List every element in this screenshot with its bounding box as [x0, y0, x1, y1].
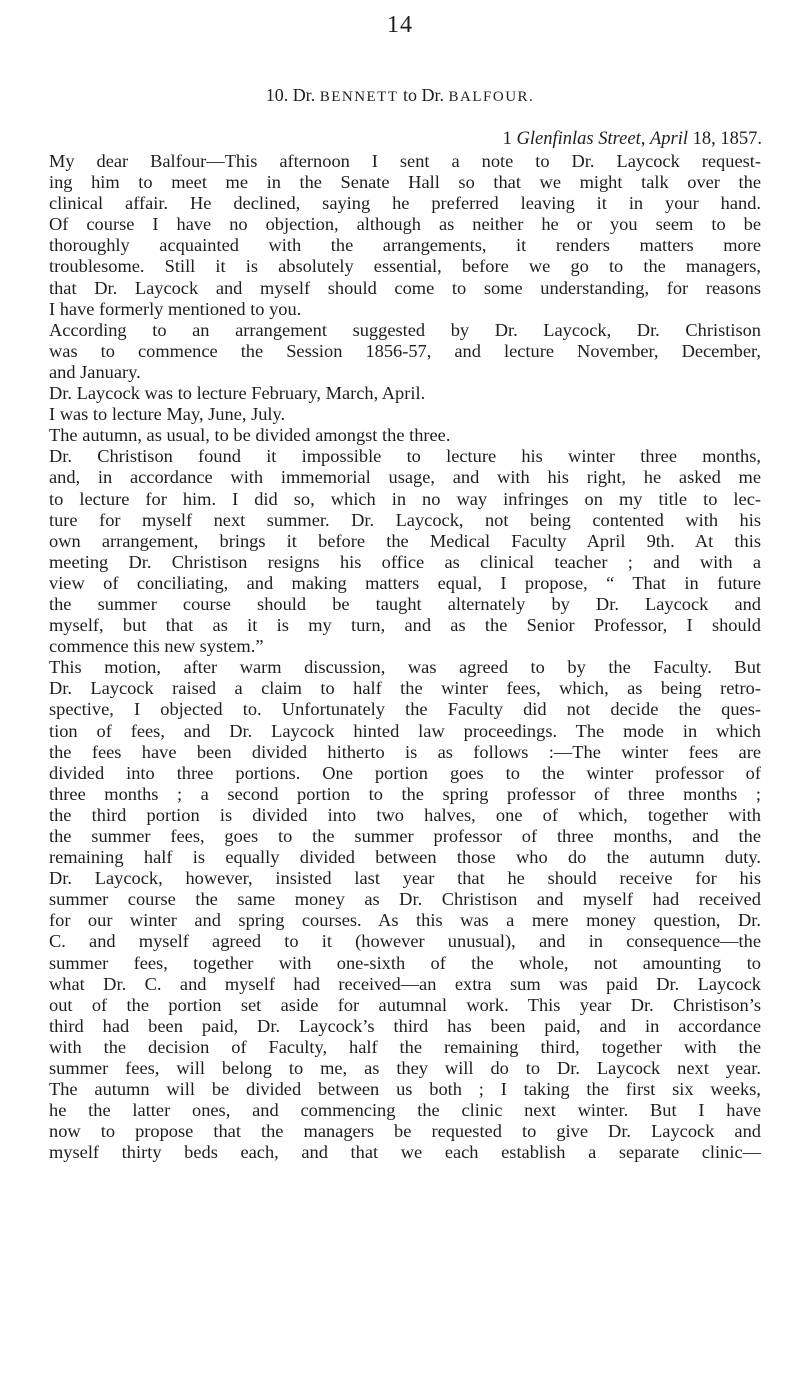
body-line: The autumn, as usual, to be divided amongst the three. — [49, 425, 451, 446]
body-line: Dr. Laycock raised a claim to half the winter fees, which, as being retro- — [49, 678, 761, 699]
letter-dateline — [0, 129, 762, 150]
body-line: C. and myself agreed to it (however unusual), and in consequence—the — [49, 931, 761, 952]
recipient-title: Dr. — [421, 85, 445, 105]
body-line: own arrangement, brings it before the Medical Faculty April 9th. At this — [49, 530, 761, 551]
body-line: third had been paid, Dr. Laycock’s third has been paid, and in accordance — [49, 1015, 761, 1036]
body-line: with the decision of Faculty, half the remaining third, together with the — [49, 1036, 761, 1057]
body-line: and January. — [49, 361, 141, 382]
body-line: I have formerly mentioned to you. — [49, 298, 302, 319]
body-line: meeting Dr. Christison resigns his office as clinical teacher ; and with a — [49, 551, 761, 572]
sender-name: BENNETT — [319, 89, 399, 105]
body-line: summer course the same money as Dr. Christison and myself had received — [49, 889, 761, 910]
body-line: ing him to meet me in the Senate Hall so that we might talk over the — [49, 172, 761, 193]
body-line: view of conciliating, and making matters equal, I propose, “ That in future — [49, 572, 761, 593]
body-line: three months ; a second portion to the spring professor of three months ; — [49, 783, 761, 804]
body-line: This motion, after warm discussion, was agreed to by the Faculty. But — [49, 657, 761, 678]
body-line: The autumn will be divided between us both ; I taking the first six weeks, — [49, 1079, 761, 1100]
body-line: troublesome. Still it is absolutely essential, before we go to the managers, — [49, 256, 761, 277]
dateline-date: 18, 1857. — [692, 129, 762, 149]
body-line: divided into three portions. One portion goes to the winter professor of — [49, 762, 761, 783]
body-line: spective, I objected to. Unfortunately the Faculty did not decide the ques- — [49, 699, 761, 720]
body-line: ture for myself next summer. Dr. Laycock, not being contented with his — [49, 509, 761, 530]
body-line: remaining half is equally divided between those who do the autumn duty. — [49, 847, 761, 868]
body-line: commence this new system.” — [49, 636, 264, 657]
body-line: thoroughly acquainted with the arrangements, it renders matters more — [49, 235, 761, 256]
body-line: myself, but that as it is my turn, and as the Senior Professor, I should — [49, 615, 761, 636]
body-line: Dr. Laycock, however, insisted last year that he should receive for his — [49, 868, 761, 889]
dateline-month: April — [649, 129, 688, 149]
body-line: the summer fees, goes to the summer professor of three months, and the — [49, 826, 761, 846]
body-line: Of course I have no objection, although as neither he or you seem to be — [49, 214, 761, 235]
sender-title: Dr. — [292, 85, 316, 105]
body-line: summer fees, together with one-sixth of the whole, not amounting to — [49, 952, 761, 973]
body-line: to lecture for him. I did so, which in no way infringes on my title to lec- — [49, 488, 761, 509]
dateline-street: Glenfinlas Street, — [516, 129, 646, 149]
body-line: Dr. Laycock was to lecture February, March, April. — [49, 383, 426, 404]
letter-body — [49, 151, 761, 1164]
letter-number: 10. — [265, 85, 289, 105]
body-line: what Dr. C. and myself had received—an extra sum was paid Dr. Laycock — [49, 973, 761, 994]
body-line: tion of fees, and Dr. Laycock hinted law proceedings. The mode in which — [49, 720, 761, 741]
body-line: Dr. Christison found it impossible to lecture his winter three months, — [49, 446, 761, 467]
body-line: and, in accordance with immemorial usage, and with his right, he asked me — [49, 467, 761, 488]
body-line: summer fees, will belong to me, as they will do to Dr. Laycock next year. — [49, 1058, 761, 1079]
heading-to: to — [403, 85, 418, 105]
body-line: the fees have been divided hitherto is as follows :—The winter fees are — [49, 741, 761, 762]
body-line: out of the portion set aside for autumnal work. This year Dr. Christison’s — [49, 994, 761, 1015]
body-line: now to propose that the managers be requested to give Dr. Laycock and — [49, 1121, 761, 1142]
body-line: I was to lecture May, June, July. — [49, 404, 286, 425]
body-line: the summer course should be taught alternately by Dr. Laycock and — [49, 593, 761, 614]
body-line: was to commence the Session 1856-57, and lecture November, December, — [49, 340, 761, 361]
body-line: that Dr. Laycock and myself should come to some understanding, for reasons — [49, 277, 761, 298]
body-line: for our winter and spring courses. As this was a mere money question, Dr. — [49, 910, 761, 931]
dateline-number: 1 — [502, 129, 512, 149]
recipient-name: BALFOUR. — [448, 89, 535, 105]
body-line: clinical affair. He declined, saying he preferred leaving it in your hand. — [49, 193, 761, 214]
body-line: he the latter ones, and commencing the clinic next winter. But I have — [49, 1100, 761, 1121]
letter-heading — [0, 85, 800, 106]
page-number: 14 — [387, 12, 413, 38]
body-line: myself thirty beds each, and that we each establish a separate clinic— — [49, 1142, 761, 1163]
body-line: My dear Balfour—This afternoon I sent a note to Dr. Laycock request- — [49, 151, 761, 171]
body-line: According to an arrangement suggested by Dr. Laycock, Dr. Christison — [49, 319, 761, 340]
body-line: the third portion is divided into two halves, one of which, together with — [49, 804, 761, 825]
